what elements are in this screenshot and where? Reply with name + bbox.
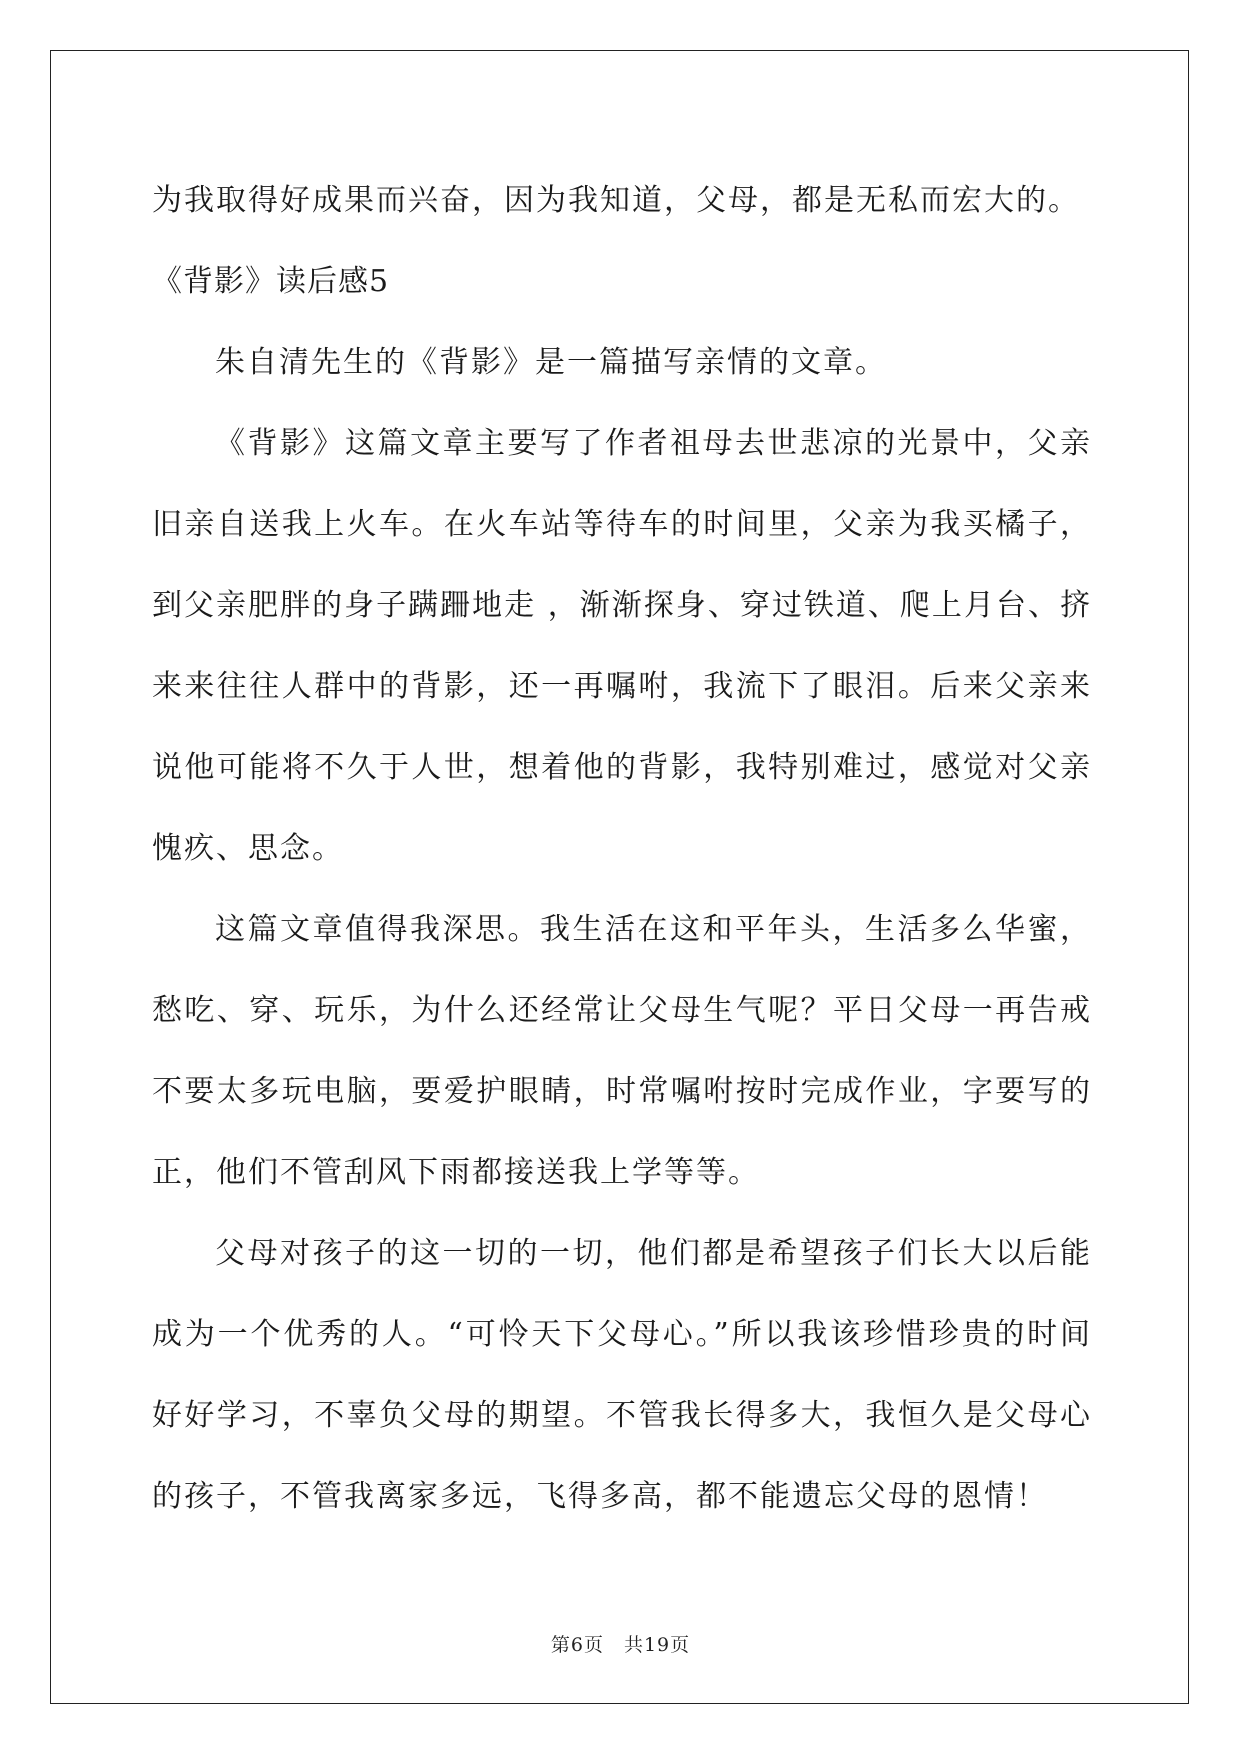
paragraph-line: 这篇文章值得我深思。我生活在这和平年头，生活多么华蜜， [215,912,1092,947]
paragraph-line: 愧疚、思念。 [152,831,344,866]
paragraph-line: 的孩子，不管我离家多远，飞得多高，都不能遗忘父母的恩情！ [152,1479,1048,1514]
paragraph-line: 父母对孩子的这一切的一切，他们都是希望孩子们长大以后能 [215,1236,1092,1271]
paragraph-line: 《背影》这篇文章主要写了作者祖母去世悲凉的光景中，父亲 [215,426,1092,461]
paragraph-line: 来来往往人群中的背影，还一再嘱咐，我流下了眼泪。后来父亲来 [152,669,1092,704]
paragraph-line: 愁吃、穿、玩乐，为什么还经常让父母生气呢？平日父母一再告戒 [152,993,1092,1028]
paragraph-line: 朱自清先生的《背影》是一篇描写亲情的文章。 [215,345,887,380]
paragraph-line: 到父亲肥胖的身子蹒跚地走 ，渐渐探身、穿过铁道、爬上月台、挤 [152,588,1092,623]
paragraph-line: 旧亲自送我上火车。在火车站等待车的时间里，父亲为我买橘子， [152,507,1092,542]
page-number-footer: 第6页 共19页 [550,1634,691,1656]
document-body [152,160,1092,1537]
paragraph-line: 好好学习，不辜负父母的期望。不管我长得多大，我恒久是父母心 [152,1398,1092,1433]
paragraph-line: 不要太多玩电脑，要爱护眼睛，时常嘱咐按时完成作业，字要写的 [152,1074,1092,1109]
section-heading: 《背影》读后感5 [152,264,390,299]
paragraph-line: 正，他们不管刮风下雨都接送我上学等等。 [152,1155,760,1190]
paragraph-line: 成为一个优秀的人。“可怜天下父母心。”所以我该珍惜珍贵的时间 [152,1317,1092,1352]
paragraph-line: 说他可能将不久于人世，想着他的背影，我特别难过，感觉对父亲 [152,750,1092,785]
text-line: 为我取得好成果而兴奋，因为我知道，父母，都是无私而宏大的。 [152,183,1080,218]
